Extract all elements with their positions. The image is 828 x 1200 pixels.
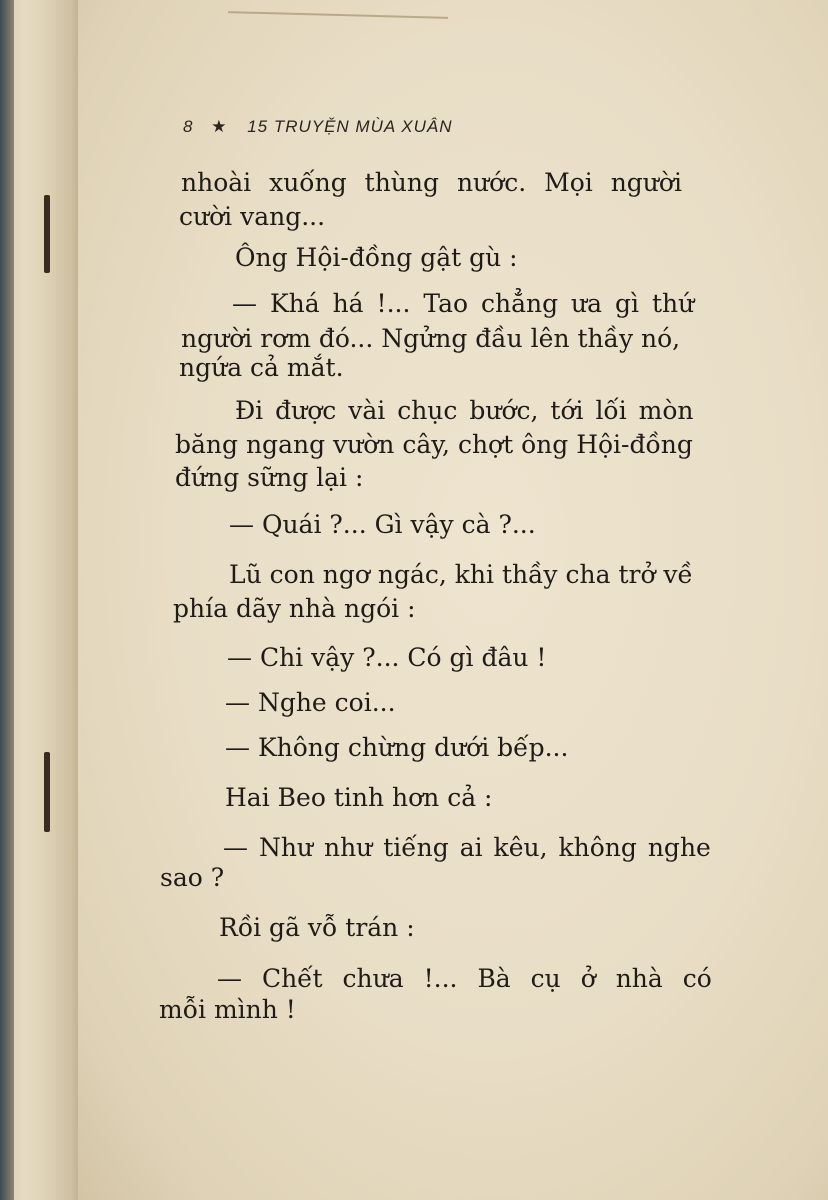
page-number: 8: [183, 117, 194, 136]
page-tear: [228, 11, 448, 19]
binding-edge: [0, 0, 14, 1200]
staple-bottom: [44, 752, 50, 832]
text-line: người rơm đó... Ngửng đầu lên thầy nó,: [181, 324, 681, 353]
text-line: phía dãy nhà ngói :: [173, 594, 416, 623]
star-icon: ★: [211, 117, 228, 136]
text-line: Đi được vài chục bước, tới lối mòn: [235, 396, 694, 425]
text-line: ngứa cả mắt.: [179, 353, 344, 382]
text-line: — Nghe coi...: [225, 688, 396, 717]
text-line: mỗi mình !: [159, 995, 296, 1024]
running-header: [183, 117, 453, 137]
text-line: — Chết chưa !... Bà cụ ở nhà có: [217, 964, 712, 993]
book-page: [78, 0, 828, 1200]
text-line: Lũ con ngơ ngác, khi thầy cha trở về: [229, 560, 693, 589]
text-line: — Chi vậy ?... Có gì đâu !: [227, 643, 547, 672]
text-line: Rồi gã vỗ trán :: [219, 913, 415, 942]
staple-top: [44, 195, 50, 273]
book-spine: [0, 0, 86, 1200]
book-title: 15 TRUYỆN MÙA XUÂN: [247, 117, 453, 136]
text-line: Ông Hội-đồng gật gù :: [235, 243, 518, 272]
text-line: sao ?: [160, 863, 225, 892]
text-line: nhoài xuống thùng nước. Mọi người: [181, 168, 682, 197]
text-line: — Không chừng dưới bếp...: [225, 733, 569, 762]
text-line: — Khá há !... Tao chẳng ưa gì thứ: [232, 289, 695, 318]
text-line: — Như như tiếng ai kêu, không nghe: [223, 833, 711, 862]
text-line: băng ngang vườn cây, chợt ông Hội-đồng: [175, 430, 693, 459]
text-line: — Quái ?... Gì vậy cà ?...: [229, 510, 536, 539]
text-line: cười vang...: [179, 202, 326, 231]
text-line: Hai Beo tinh hơn cả :: [225, 783, 493, 812]
text-line: đứng sững lại :: [175, 463, 364, 492]
